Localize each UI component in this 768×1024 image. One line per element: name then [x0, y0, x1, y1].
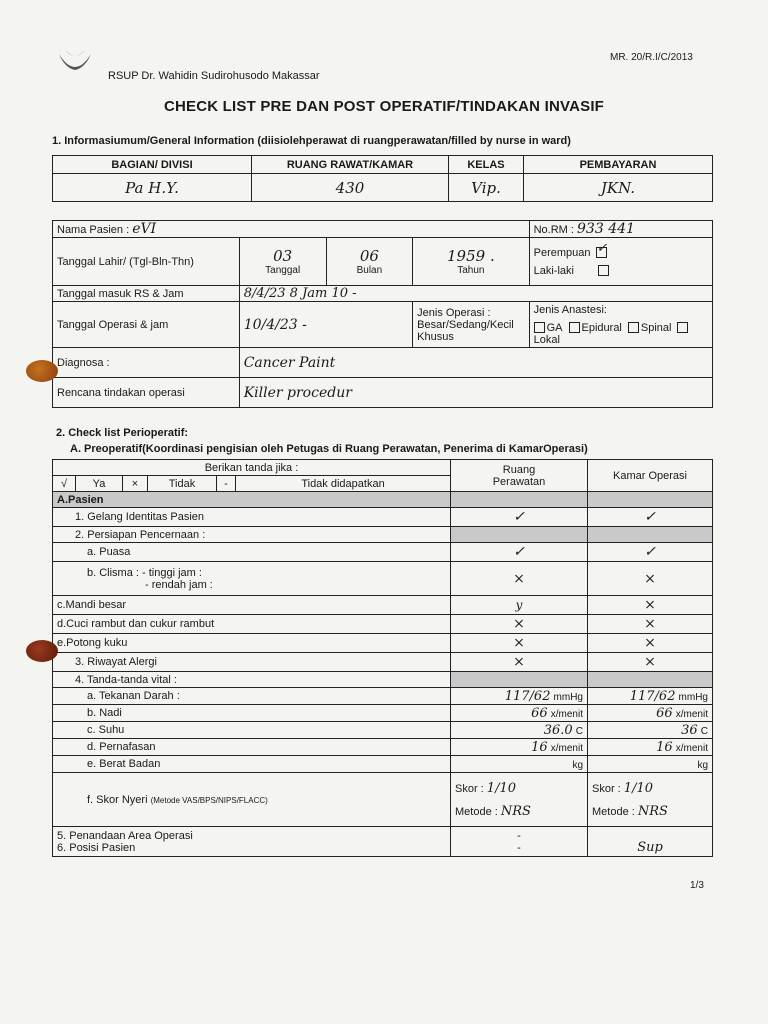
- gender-cell: [529, 238, 712, 286]
- kelas-value[interactable]: Vip.: [449, 174, 524, 202]
- vital-suhu-or-value: 36: [681, 722, 698, 738]
- checklist-table: [52, 459, 713, 857]
- epidural-checkbox[interactable]: [569, 322, 580, 333]
- dob-label: Tanggal Lahir/ (Tgl-Bln-Thn): [53, 238, 240, 286]
- dob-month-value[interactable]: 06: [359, 247, 379, 265]
- row-vital-or: [588, 672, 713, 688]
- vital-nadi-ward-value: 66: [531, 705, 548, 721]
- row-kuku-ward[interactable]: ×: [451, 634, 588, 653]
- row-clisma-cell: [53, 562, 451, 596]
- row5-ward-value: -: [517, 829, 521, 842]
- pain-cell: [53, 773, 451, 827]
- vital-nafas-or-value: 16: [656, 739, 673, 755]
- dob-month-label: Bulan: [356, 265, 383, 276]
- spinal-checkbox[interactable]: [628, 322, 639, 333]
- row-alergi-or[interactable]: ×: [588, 653, 713, 672]
- vital-nadi-ward[interactable]: [451, 705, 588, 722]
- legend-title: Berikan tanda jika :: [53, 460, 451, 476]
- op-type-options[interactable]: Besar/Sedang/Kecil: [417, 318, 514, 331]
- vital-suhu-or[interactable]: [588, 722, 713, 739]
- vital-td-or-value: 117/62: [629, 688, 676, 704]
- patient-name-cell: [53, 221, 530, 238]
- vital-suhu-ward-value: 36.0: [543, 722, 573, 738]
- dob-day-value[interactable]: 03: [273, 247, 293, 265]
- vital-bb-or-unit: kg: [697, 759, 708, 771]
- vital-nadi-or[interactable]: [588, 705, 713, 722]
- row-cuci-ward[interactable]: ×: [451, 615, 588, 634]
- female-label: Perempuan: [533, 246, 591, 259]
- op-type-label: Jenis Operasi :: [417, 306, 491, 319]
- skor-ward-value: 1/10: [486, 780, 516, 796]
- dob-year-cell: [413, 238, 529, 286]
- patient-name-label: Nama Pasien :: [57, 224, 130, 236]
- vital-nafas-label: d. Pernafasan: [53, 739, 451, 756]
- col-ruang: RUANG RAWAT/KAMAR: [252, 156, 449, 174]
- row-alergi-label: 3. Riwayat Alergi: [53, 653, 451, 672]
- row-puasa-label: a. Puasa: [53, 543, 451, 562]
- row-alergi-ward[interactable]: ×: [451, 653, 588, 672]
- stain-mark: [26, 640, 58, 662]
- col-kamar-operasi: Kamar Operasi: [588, 460, 713, 492]
- epidural-label: Epidural: [581, 321, 622, 334]
- dob-day-label: Tanggal: [265, 265, 301, 276]
- bagian-value[interactable]: Pa H.Y.: [53, 174, 252, 202]
- norm-value[interactable]: 933 441: [577, 221, 635, 237]
- anesthesia-options: [534, 322, 708, 346]
- vital-bb-ward-unit: kg: [572, 759, 583, 771]
- row-gelang-ward[interactable]: ✓: [451, 508, 588, 527]
- op-type-special[interactable]: Khusus: [417, 330, 454, 343]
- vital-td-ward-value: 117/62: [504, 688, 551, 704]
- legend-tidak: Tidak: [148, 476, 217, 492]
- group-or-cell: [588, 492, 713, 508]
- metode-or-label: Metode :: [592, 805, 635, 818]
- metode-or-value: NRS: [637, 803, 668, 819]
- row6-label: 6. Posisi Pasien: [57, 841, 136, 854]
- row-vital-label: 4. Tanda-tanda vital :: [53, 672, 451, 688]
- hospital-logo-icon: [55, 46, 95, 82]
- norm-cell: [529, 221, 712, 238]
- document-code: MR. 20/R.I/C/2013: [610, 52, 693, 63]
- op-date-label: Tanggal Operasi & jam: [53, 302, 240, 348]
- anesthesia-cell: [529, 302, 712, 348]
- legend-tidak-didapatkan: Tidak didapatkan: [236, 476, 451, 492]
- row-mandi-label: c.Mandi besar: [53, 596, 451, 615]
- row5-6-cell: [53, 827, 451, 857]
- vital-nafas-ward-value: 16: [531, 739, 548, 755]
- legend-ya: Ya: [76, 476, 123, 492]
- row-kuku-or[interactable]: ×: [588, 634, 713, 653]
- skor-ward-label: Skor :: [455, 782, 484, 795]
- row-kuku-label: e.Potong kuku: [53, 634, 451, 653]
- dob-year-value[interactable]: 1959 .: [447, 247, 495, 265]
- col-pembayaran: PEMBAYARAN: [524, 156, 713, 174]
- hospital-name: RSUP Dr. Wahidin Sudirohusodo Makassar: [108, 70, 320, 82]
- pain-label: f. Skor Nyeri: [87, 793, 148, 806]
- group-ward-cell: [451, 492, 588, 508]
- patient-name-value[interactable]: eVI: [132, 221, 157, 237]
- pain-method: (Metode VAS/BPS/NIPS/FLACC): [150, 795, 268, 805]
- diagnosis-value[interactable]: Cancer Paint: [239, 348, 712, 378]
- vital-bb-or[interactable]: [588, 756, 713, 773]
- vital-suhu-ward-unit: C: [575, 725, 583, 737]
- stain-mark: [26, 360, 58, 382]
- row5-label: 5. Penandaan Area Operasi: [57, 829, 193, 842]
- metode-ward: [455, 804, 583, 819]
- legend-x: ×: [123, 476, 148, 492]
- pain-or-cell[interactable]: [588, 773, 713, 827]
- row-pencernaan-label: 2. Persiapan Pencernaan :: [53, 527, 451, 543]
- section2-subheading: A. Preoperatif(Koordinasi pengisian oleh Petugas di Ruang Perawatan, Penerima di KamarOperasi): [70, 443, 588, 455]
- row-puasa-ward[interactable]: ✓: [451, 543, 588, 562]
- vital-nadi-or-value: 66: [656, 705, 673, 721]
- vital-nafas-or[interactable]: [588, 739, 713, 756]
- ga-checkbox[interactable]: [534, 322, 545, 333]
- row-vital-ward: [451, 672, 588, 688]
- row-puasa-or[interactable]: ✓: [588, 543, 713, 562]
- op-plan-label: Rencana tindakan operasi: [53, 378, 240, 408]
- skor-or-label: Skor :: [592, 782, 621, 795]
- female-checkbox[interactable]: [596, 241, 608, 258]
- pembayaran-value[interactable]: JKN.: [524, 174, 713, 202]
- page-number: 1/3: [690, 880, 704, 891]
- row5-6-or[interactable]: [588, 827, 713, 857]
- form-title: CHECK LIST PRE DAN POST OPERATIF/TINDAKAN INVASIF: [163, 98, 605, 115]
- vital-bb-label: e. Berat Badan: [53, 756, 451, 773]
- row-cuci-label: d.Cuci rambut dan cukur rambut: [53, 615, 451, 634]
- skor-or-value: 1/10: [623, 780, 653, 796]
- dob-month-cell: [326, 238, 413, 286]
- male-label: Laki-laki: [533, 264, 574, 277]
- ruang-value[interactable]: 430: [252, 174, 449, 202]
- row-mandi-or[interactable]: ×: [588, 596, 713, 615]
- section1-heading: 1. Informasiumum/General Information (diisiolehperawat di ruangperawatan/filled by nurse in ward): [52, 135, 571, 147]
- row-clisma-or[interactable]: ×: [588, 562, 713, 596]
- vital-nafas-ward[interactable]: [451, 739, 588, 756]
- op-plan-value[interactable]: Killer procedur: [239, 378, 712, 408]
- admit-label: Tanggal masuk RS & Jam: [53, 286, 240, 302]
- vital-td-or-unit: mmHg: [678, 691, 708, 703]
- vital-td-label: a. Tekanan Darah :: [53, 688, 451, 705]
- row-clisma-label: b. Clisma : - tinggi jam :: [87, 566, 202, 579]
- group-pasien: A.Pasien: [53, 492, 451, 508]
- gender-male-row: [534, 265, 708, 277]
- local-checkbox[interactable]: [677, 322, 688, 333]
- check-mark-icon: ✓: [596, 241, 608, 257]
- row6-or-value: Sup: [637, 840, 663, 855]
- legend-dash: -: [217, 476, 236, 492]
- skor-or: [592, 781, 708, 796]
- section2-heading: 2. Check list Perioperatif:: [56, 427, 189, 439]
- row-clisma-ward[interactable]: ×: [451, 562, 588, 596]
- pain-ward-cell[interactable]: [451, 773, 588, 827]
- col-ruang-perawatan: Ruang Perawatan: [451, 460, 588, 492]
- male-checkbox[interactable]: [598, 265, 609, 276]
- vital-nadi-ward-unit: x/menit: [550, 708, 583, 720]
- vital-suhu-ward[interactable]: [451, 722, 588, 739]
- dob-day-cell: [239, 238, 326, 286]
- anesthesia-label: Jenis Anastesi:: [533, 303, 607, 316]
- vital-td-or[interactable]: [588, 688, 713, 705]
- gender-female-row: [533, 241, 708, 259]
- row5-6-ward[interactable]: [451, 827, 588, 857]
- vital-suhu-or-unit: C: [700, 725, 708, 737]
- metode-ward-value: NRS: [500, 803, 531, 819]
- general-info-table: [52, 155, 713, 202]
- row-pencernaan-or: [588, 527, 713, 543]
- dob-year-label: Tahun: [457, 265, 485, 276]
- col-bagian: BAGIAN/ DIVISI: [53, 156, 252, 174]
- row6-ward-value: -: [517, 841, 521, 854]
- vital-td-ward-unit: mmHg: [553, 691, 583, 703]
- row-clisma-label2: - rendah jam :: [145, 578, 213, 591]
- ga-label: GA: [546, 321, 563, 334]
- vital-nadi-or-unit: x/menit: [675, 708, 708, 720]
- vital-nafas-ward-unit: x/menit: [550, 742, 583, 754]
- op-type-cell: [413, 302, 529, 348]
- skor-ward: [455, 781, 583, 796]
- metode-or: [592, 804, 708, 819]
- row-gelang-or[interactable]: ✓: [588, 508, 713, 527]
- norm-label: No.RM :: [533, 224, 574, 236]
- local-label: Lokal: [533, 333, 560, 346]
- vital-nafas-or-unit: x/menit: [675, 742, 708, 754]
- diagnosis-label: Diagnosa :: [53, 348, 240, 378]
- spinal-label: Spinal: [640, 321, 672, 334]
- op-date-value[interactable]: 10/4/23 -: [239, 302, 412, 348]
- legend-check: √: [53, 476, 76, 492]
- metode-ward-label: Metode :: [455, 805, 498, 818]
- vital-bb-ward[interactable]: [451, 756, 588, 773]
- vital-suhu-label: c. Suhu: [53, 722, 451, 739]
- vital-nadi-label: b. Nadi: [53, 705, 451, 722]
- row-pencernaan-ward: [451, 527, 588, 543]
- row-mandi-ward[interactable]: y: [451, 596, 588, 615]
- col-kelas: KELAS: [449, 156, 524, 174]
- row-gelang-label: 1. Gelang Identitas Pasien: [53, 508, 451, 527]
- admit-value[interactable]: 8/4/23 8 Jam 10 -: [239, 286, 712, 302]
- patient-info-table: [52, 220, 713, 408]
- row-cuci-or[interactable]: ×: [588, 615, 713, 634]
- vital-td-ward[interactable]: [451, 688, 588, 705]
